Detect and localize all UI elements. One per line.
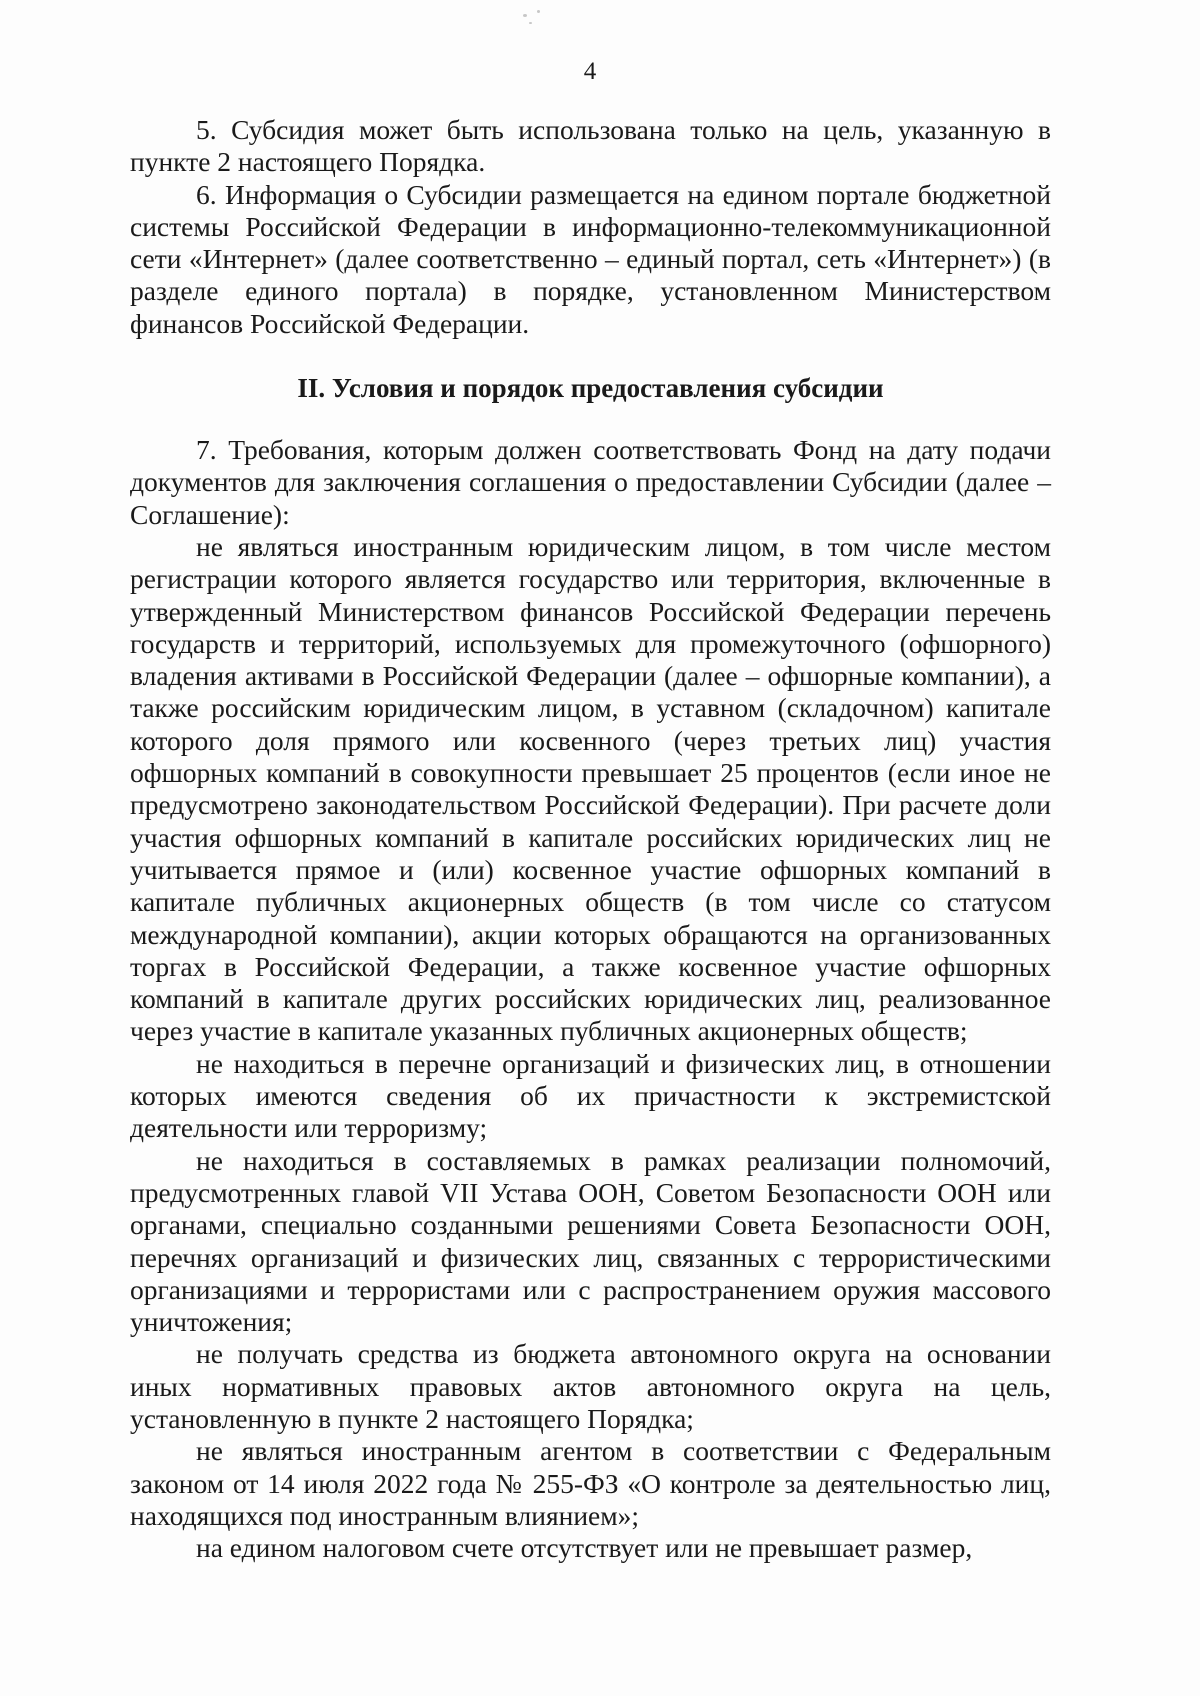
paragraph-7: 7. Требования, которым должен соответствовать Фонд на дату подачи документов для заключения соглашения о предоставлении Субсидии (далее – Соглашение): xyxy=(130,434,1051,530)
section-heading: II. Условия и порядок предоставления субсидии xyxy=(297,373,884,404)
scan-artifact xyxy=(537,10,540,13)
page-number: 4 xyxy=(583,58,597,85)
requirement-item: не находиться в перечне организаций и физических лиц, в отношении которых имеются сведения об их причастности к экстремистской деятельности или терроризму; xyxy=(130,1047,1051,1144)
requirement-item: на едином налоговом счете отсутствует или не превышает размер, xyxy=(196,1532,973,1564)
paragraph-6: 6. Информация о Субсидии размещается на едином портале бюджетной системы Российской Федерации в информационно-телекоммуникационной сети «Интернет» (далее соответственно – единый портал, сеть «Интернет») (в разделе единого портала) в порядке, установленном Министерством финансов Российской Федерации. xyxy=(130,178,1051,339)
document-body xyxy=(130,114,1051,1564)
scan-artifact xyxy=(523,14,527,17)
requirement-item: не находиться в составляемых в рамках реализации полномочий, предусмотренных главой VII Устава ООН, Советом Безопасности ООН или органами, специально созданными решениями Совета Безопасности ООН, перечнях организаций и физических лиц, связанных с террористическими организациями и террористами или с распространением оружия массового уничтожения; xyxy=(130,1144,1051,1338)
requirement-item: не получать средства из бюджета автономного округа на основании иных нормативных правовых актов автономного округа на цель, установленную в пункте 2 настоящего Порядка; xyxy=(130,1338,1051,1434)
scan-artifact xyxy=(529,22,532,24)
requirement-item: не являться иностранным юридическим лицом, в том числе местом регистрации которого является государство или территория, включенные в утвержденный Министерством финансов Российской Федерации перечень государств и территорий, используемых для промежуточного (офшорного) владения активами в Российской Федерации (далее – офшорные компании), а также российским юридическим лицом, в уставном (складочном) капитале которого доля прямого или косвенного (через третьих лиц) участия офшорных компаний в совокупности превышает 25 процентов (если иное не предусмотрено законодательством Российской Федерации). При расчете доли участия офшорных компаний в капитале российских юридических лиц не учитывается прямое и (или) косвенное участие офшорных компаний в капитале публичных акционерных обществ (в том числе со статусом международной компании), акции которых обращаются на организованных торгах в Российской Федерации, а также косвенное участие офшорных компаний в капитале других российских юридических лиц, реализованное через участие в капитале указанных публичных акционерных обществ; xyxy=(130,530,1051,1047)
paragraph-5: 5. Субсидия может быть использована только на цель, указанную в пункте 2 настоящего Порядка. xyxy=(130,114,1051,178)
requirement-item: не являться иностранным агентом в соответствии с Федеральным законом от 14 июля 2022 года № 255-ФЗ «О контроле за деятельностью лиц, находящихся под иностранным влиянием»; xyxy=(130,1435,1051,1531)
